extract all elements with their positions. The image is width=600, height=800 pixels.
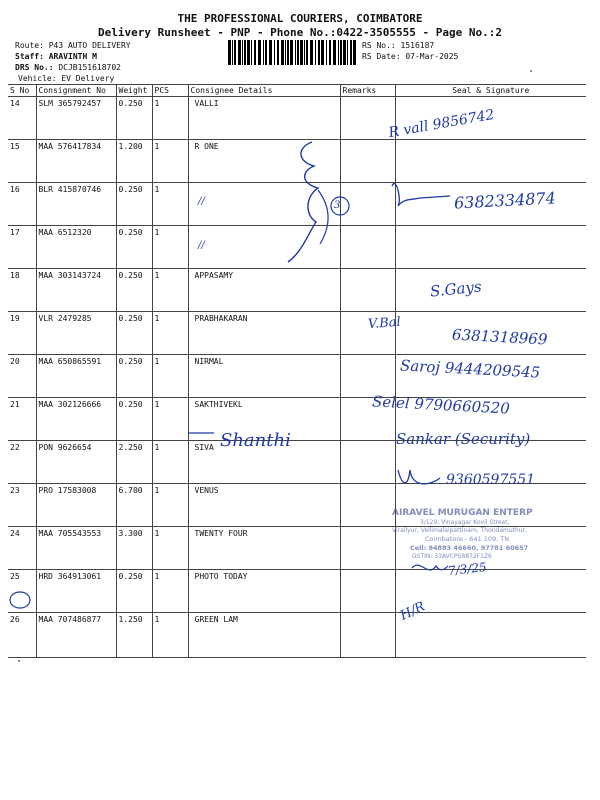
barcode-bar (321, 40, 324, 65)
pcs-cell: 1 (152, 269, 188, 312)
signature-cell (395, 226, 586, 269)
barcode-bar (254, 40, 256, 65)
barcode-bar (333, 40, 336, 65)
staff-label: Staff: (15, 52, 44, 61)
barcode-bar (281, 40, 284, 65)
handwriting-row19-name: V.Bal (367, 314, 402, 333)
handwriting-row20: Saroj 9444209545 (399, 356, 541, 382)
consignee-cell: VALLI (188, 97, 340, 140)
pcs-cell: 1 (152, 97, 188, 140)
consignee-cell: GREEN LAM (188, 613, 340, 658)
table-row (8, 97, 586, 140)
barcode-bar (242, 40, 243, 65)
handwriting-ditto-17: // (198, 240, 205, 251)
stamp-line-1: AIRAVEL MURUGAN ENTERP (392, 508, 533, 518)
weight-cell: 0.250 (116, 312, 152, 355)
handwriting-row25-date: 7/3/25 (447, 560, 488, 578)
barcode-bar (338, 40, 339, 65)
weight-cell: 3.300 (116, 527, 152, 570)
consignment-cell: SLM 365792457 (36, 97, 116, 140)
remarks-cell (340, 484, 395, 527)
barcode-bar (269, 40, 272, 65)
signature-cell (395, 140, 586, 183)
barcode-bar (265, 40, 267, 65)
table-row (8, 226, 586, 269)
drs-label: DRS No.: (15, 63, 54, 72)
barcode-bar (258, 40, 261, 65)
barcode-bar (234, 40, 236, 65)
drs-value: DCJB151618702 (58, 63, 121, 72)
route-label: Route: P43 AUTO DELIVERY (15, 41, 131, 50)
col-sno: S No (8, 85, 36, 97)
barcode-bar (228, 40, 231, 65)
weight-cell: 6.700 (116, 484, 152, 527)
sno-cell: 14 (8, 97, 36, 140)
rs-date: RS Date: 07-Mar-2025 (362, 52, 459, 61)
barcode-bar (297, 40, 299, 65)
barcode-bar (287, 40, 289, 65)
col-consignment: Consignment No (36, 85, 116, 97)
handwriting-ditto-16: // (198, 196, 205, 207)
stamp-line-3: Virallyur, Vellimalaipattinam, Thondamuthur, (392, 527, 528, 534)
sno-cell: 16 (8, 183, 36, 226)
consignee-cell: APPASAMY (188, 269, 340, 312)
consignment-cell: MAA 576417834 (36, 140, 116, 183)
weight-cell: 0.250 (116, 269, 152, 312)
sno-cell: 21 (8, 398, 36, 441)
weight-cell: 2.250 (116, 441, 152, 484)
document-title: THE PROFESSIONAL COURIERS, COIMBATORE (177, 12, 423, 25)
remarks-cell (340, 183, 395, 226)
handwriting-row23: 9360597551 (446, 472, 536, 488)
stamp-line-5: Cell: 94883 46660, 97781 60657 (410, 544, 529, 552)
barcode-bar (232, 40, 233, 65)
barcode-bar (304, 40, 305, 65)
barcode-bar (277, 40, 279, 65)
barcode-bar (251, 40, 252, 65)
remarks-cell (340, 140, 395, 183)
barcode-bar (318, 40, 320, 65)
meta-right (362, 40, 458, 62)
consignee-cell: TWENTY FOUR (188, 527, 340, 570)
pcs-cell: 1 (152, 183, 188, 226)
consignee-cell: PHOTO TODAY (188, 570, 340, 613)
remarks-cell (340, 570, 395, 613)
vehicle-label: Vehicle: EV Delivery (18, 74, 115, 83)
pcs-cell: 1 (152, 312, 188, 355)
consignment-cell: PON 9626654 (36, 441, 116, 484)
stamp-line-4: Coimbatore - 641 109. TN. (425, 535, 512, 543)
barcode-bar (244, 40, 246, 65)
staff-line (15, 51, 131, 62)
barcode-bar (290, 40, 293, 65)
pcs-cell: 1 (152, 613, 188, 658)
table-row (8, 269, 586, 312)
consignment-cell: MAA 303143724 (36, 269, 116, 312)
handwriting-circled-3: 3 (334, 200, 341, 211)
barcode-bar (350, 40, 352, 65)
consignee-cell (188, 226, 340, 269)
sno-cell: 19 (8, 312, 36, 355)
consignment-cell: VLR 2479285 (36, 312, 116, 355)
sno-cell: 20 (8, 355, 36, 398)
staff-value: ARAVINTH M (48, 52, 97, 61)
sno-cell: 24 (8, 527, 36, 570)
weight-cell: 0.250 (116, 226, 152, 269)
weight-cell: 0.250 (116, 355, 152, 398)
sno-cell: 15 (8, 140, 36, 183)
consignment-cell: MAA 302126666 (36, 398, 116, 441)
mark-dot (18, 660, 20, 662)
weight-cell: 0.250 (116, 97, 152, 140)
barcode-bar (285, 40, 286, 65)
col-weight: Weight (116, 85, 152, 97)
consignee-cell: NIRMAL (188, 355, 340, 398)
col-signature: Seal & Signature (395, 85, 586, 97)
pcs-cell: 1 (152, 140, 188, 183)
pcs-cell: 1 (152, 441, 188, 484)
handwriting-row19-phone: 6381318969 (451, 325, 548, 349)
consignment-cell: MAA 707486877 (36, 613, 116, 658)
barcode-icon (228, 40, 356, 65)
consignee-cell: PRABHAKARAN (188, 312, 340, 355)
signature-cell (395, 269, 586, 312)
sno-cell: 23 (8, 484, 36, 527)
rs-number: RS No.: 1516187 (362, 41, 435, 50)
barcode-bar (315, 40, 316, 65)
stamp-line-2: 3/129, Vinayagar Kovil Street, (420, 519, 510, 526)
mark-dot (530, 70, 532, 72)
weight-cell: 0.250 (116, 183, 152, 226)
consignment-cell: MAA 705543553 (36, 527, 116, 570)
col-consignee: Consignee Details (188, 85, 340, 97)
barcode-bar (340, 40, 342, 65)
table-row (8, 570, 586, 613)
pcs-cell: 1 (152, 355, 188, 398)
consignment-cell: MAA 6512320 (36, 226, 116, 269)
barcode-bar (247, 40, 250, 65)
barcode-bar (306, 40, 308, 65)
remarks-cell (340, 97, 395, 140)
handwriting-row14: R vall 9856742 (387, 106, 496, 142)
pcs-cell: 1 (152, 570, 188, 613)
weight-cell: 0.250 (116, 398, 152, 441)
barcode-bar (347, 40, 348, 65)
pcs-cell: 1 (152, 484, 188, 527)
consignee-cell: SAKTHIVEKL (188, 398, 340, 441)
sno-cell: 26 (8, 613, 36, 658)
consignment-cell: MAA 650865591 (36, 355, 116, 398)
handwriting-row22-signature: Sankar (Security) (396, 430, 531, 448)
col-pcs: PCS (152, 85, 188, 97)
remarks-cell (340, 355, 395, 398)
pcs-cell: 1 (152, 226, 188, 269)
barcode-bar (353, 40, 356, 65)
barcode-bar (326, 40, 327, 65)
barcode-bar (300, 40, 303, 65)
sno-cell: 22 (8, 441, 36, 484)
barcode-bar (295, 40, 296, 65)
table-row (8, 613, 586, 658)
barcode-bar (310, 40, 313, 65)
signature-cell (395, 613, 586, 658)
meta-left (15, 40, 131, 84)
stamp-line-6: GSTIN: 33AVCPS8872F1Z6 (412, 553, 492, 560)
remarks-cell (340, 527, 395, 570)
consignee-cell: R ONE (188, 140, 340, 183)
sno-cell: 18 (8, 269, 36, 312)
consignment-cell: PRO 17583008 (36, 484, 116, 527)
drs-line (15, 62, 131, 73)
barcode-bar (343, 40, 346, 65)
barcode-bar (263, 40, 264, 65)
consignee-cell: VENUS (188, 484, 340, 527)
remarks-cell (340, 269, 395, 312)
sno-cell: 25 (8, 570, 36, 613)
handwriting-row21: Selel 9790660520 (371, 392, 511, 418)
handwriting-row16-phone: 6382334874 (453, 188, 557, 213)
remarks-cell (340, 613, 395, 658)
barcode-bar (274, 40, 275, 65)
weight-cell: 1.250 (116, 613, 152, 658)
consignment-cell: HRD 364913061 (36, 570, 116, 613)
table-header-row (8, 85, 586, 97)
handwriting-row22-name: Shanthi (220, 430, 291, 451)
weight-cell: 0.250 (116, 570, 152, 613)
document-subtitle: Delivery Runsheet - PNP - Phone No.:0422-3505555 - Page No.:2 (98, 26, 502, 39)
handwriting-row18: S.Gays (429, 277, 483, 301)
sno-cell: 17 (8, 226, 36, 269)
barcode-bar (238, 40, 241, 65)
remarks-cell (340, 441, 395, 484)
consignee-cell (188, 183, 340, 226)
consignment-cell: BLR 415870746 (36, 183, 116, 226)
pcs-cell: 1 (152, 527, 188, 570)
table-row (8, 140, 586, 183)
handwriting-row26: H/R (398, 599, 428, 624)
pcs-cell: 1 (152, 398, 188, 441)
consignee-cell: SIVA (188, 441, 340, 484)
weight-cell: 1.200 (116, 140, 152, 183)
remarks-cell (340, 226, 395, 269)
barcode-bar (329, 40, 331, 65)
col-remarks: Remarks (340, 85, 395, 97)
